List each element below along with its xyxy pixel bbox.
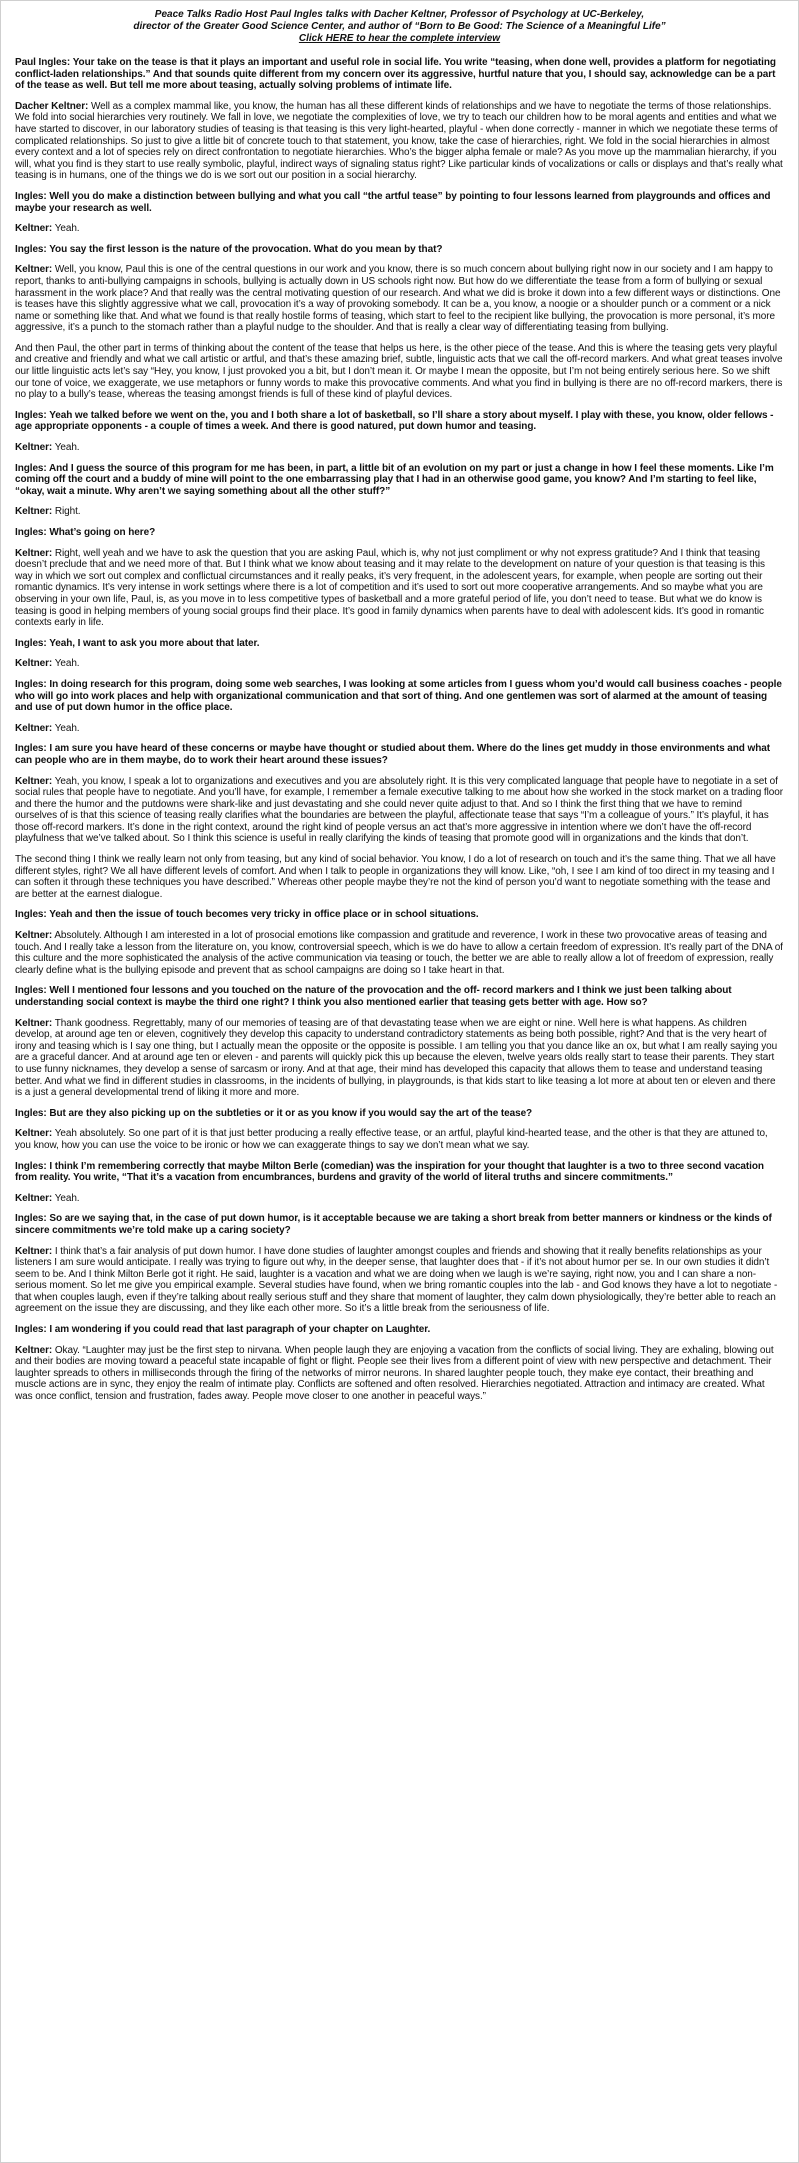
speaker-name: Keltner:: [15, 1192, 53, 1204]
speech-text: Yeah.: [54, 658, 80, 670]
header: [15, 9, 784, 45]
transcript-paragraph: [15, 1108, 784, 1120]
speech-text: Yeah.: [54, 223, 80, 235]
transcript-paragraph: [15, 343, 784, 401]
speaker-name: Keltner:: [15, 223, 53, 235]
speech-text: Yeah.: [54, 722, 80, 734]
speech-text: The second thing I think we really learn not only from teasing, but any kind of social behavior. You know, I do a lot of research on touch and it’s the same thing. That we all have different styles, right? We all have different levels of comfort. And when I talk to people in organizations they will know. Like, “oh, I see I am kind of too direct in my teasing and I can soften it through these techniques you have described.” Whereas other people maybe they’re not the kind of person you’d want to negotiate something with the tease and are better at the earnest dialogue.: [15, 854, 776, 900]
speech-text: I think I’m remembering correctly that maybe Milton Berle (comedian) was the inspiration for your thought that laughter is a two to three second vacation from reality. You write, “That it’s a vacation from encumbrances, burdens and gravity of the world of literal truths and sincere commitments.”: [15, 1160, 764, 1184]
hear-interview-link[interactable]: Click HERE to hear the complete interview: [298, 33, 501, 44]
header-line-2: director of the Greater Good Science Center, and author of “Born to Be Good: The Science of a Meaningful Life”: [133, 21, 666, 32]
transcript-paragraph: [15, 410, 784, 433]
speech-text: Okay. “Laughter may just be the first step to nirvana. When people laugh they are enjoying a vacation from the conflicts of social living. They are exhaling, blowing out and their bodies are moving toward a peaceful state incapable of fight or flight. People see their lives from a different point of view with new perspective and detachment. Their laughter spreads to others in milliseconds through the firing of the networks of mirror neurons. In shared laughter people touch, they make eye contact, their breathing and muscle actions are in sync, they enjoy the realm of intimate play. Conflicts are softened and often resolved. Hierarchies negotiated. Attraction and intimacy are created. What was once conflict, tension and frustration, fades away. People move closer to one another in peaceful ways.”: [15, 1344, 774, 1403]
speaker-name: Ingles:: [15, 462, 47, 474]
transcript-paragraph: [15, 442, 784, 454]
speaker-name: Ingles:: [15, 190, 47, 202]
transcript-paragraph: [15, 1018, 784, 1099]
transcript-paragraph: [15, 506, 784, 518]
speech-text: Yeah and then the issue of touch becomes very tricky in office place or in school situations.: [49, 909, 479, 921]
speaker-name: Keltner:: [15, 264, 53, 276]
transcript-paragraph: [15, 264, 784, 334]
transcript-paragraph: [15, 1193, 784, 1205]
transcript-paragraph: [15, 909, 784, 921]
transcript-paragraph: [15, 638, 784, 650]
speaker-name: Keltner:: [15, 930, 53, 942]
speech-text: In doing research for this program, doing some web searches, I was looking at some articles from I guess whom you’d would call business coaches - people who will go into work places and help with organizational communication and that sort of thing. And one gentlemen was sort of alarmed at the amount of teasing and use of put down humor in the office place.: [15, 678, 782, 714]
speech-text: Yeah.: [54, 442, 80, 454]
speaker-name: Keltner:: [15, 1128, 53, 1140]
speech-text: So are we saying that, in the case of put down humor, is it acceptable because we are taking a short break from better manners or kindness or the kinds of sincere commitments we’re told make up a caring society?: [15, 1213, 772, 1236]
speech-text: Thank goodness. Regrettably, many of our memories of teasing are of that devastating tease when we are eight or nine. Well here is what happens. As children develop, at around age ten or eleven, cognitively they develop this capacity to understand contradictory statements as being both possible, right? And that is the very heart of irony and teasing which is I say one thing, but I actually mean the opposite or the opposite is possible. I am telling you that you dance like an ox, but what I am really saying you are a graceful dancer. And at around age ten or eleven - and parents will quickly pick this up because the eleven, twelve years olds really start to tease their parents. They start to use funny nicknames, they develop a sense of sarcasm or irony. And at that age, their mind has developed this capacity that allows them to tease and understand teasing better. And what we find in different studies in classrooms, in the incidents of bullying, in playgrounds, is that kids start to like teasing a lot more at about ten or eleven and there is a just a general developmental trend of liking it more and more.: [15, 1017, 778, 1099]
transcript-paragraph: [15, 776, 784, 846]
speaker-name: Ingles:: [15, 743, 47, 755]
speaker-name: Keltner:: [15, 1245, 53, 1257]
transcript-paragraph: [15, 1345, 784, 1403]
speech-text: Well you do make a distinction between bullying and what you call “the artful tease” by pointing to four lessons learned from playgrounds and offices and maybe your research as well.: [15, 190, 771, 214]
speech-text: I am sure you have heard of these concerns or maybe have thought or studied about them. Where do the lines get muddy in those environments and what can people who are in them maybe, do to work their heart around these issues?: [15, 743, 770, 766]
transcript-paragraph: [15, 1246, 784, 1316]
transcript-paragraph: [15, 930, 784, 976]
transcript-paragraph: [15, 854, 784, 900]
speaker-name: Ingles:: [15, 1160, 47, 1172]
transcript-paragraph: [15, 101, 784, 182]
speaker-name: Ingles:: [15, 1107, 47, 1119]
speech-text: Right.: [54, 506, 81, 518]
speaker-name: Keltner:: [15, 722, 53, 734]
speaker-name: Keltner:: [15, 506, 53, 518]
speech-text: Well as a complex mammal like, you know, the human has all these different kinds of relationships and we have to negotiate the terms of those relationships. We fold into social hierarchies very routinely. We fall in love, we negotiate the complexities of love, we try to teach our children how to be moral agents and entities and what we have started to discover, in our laboratory studies of teasing is that teasing is this very light-hearted, playful - when done correctly - manner in which we negotiate these terms of complicated relationships. So just to give a little bit of concrete touch to that statement, you know, take the case of hierarchies, right. We fold in the social hierarchies in almost every context and a lot of species rely on direct confrontation to negotiate hierarchies. Who’s the bigger alpha female or male? As you move up the mammalian hierarchy, if you will, what you find is they start to use really symbolic, playful, indirect ways of signaling status right? Like particular kinds of vocalizations or calls or displays and that’s really what teasing is in humans, one of the things we do is we sort out our position in a social hierarchy.: [15, 100, 783, 182]
speaker-name: Keltner:: [15, 1017, 53, 1029]
transcript-paragraph: [15, 658, 784, 670]
transcript-paragraph: [15, 191, 784, 214]
speaker-name: Ingles:: [15, 637, 47, 649]
transcript-paragraph: [15, 679, 784, 714]
speech-text: I think that’s a fair analysis of put down humor. I have done studies of laughter amongst couples and friends and showing that it really benefits relationships as your listeners I am sure would anticipate. I really was trying to figure out why, in the deeper sense, that laughter does that - if it’s not about humor per se. In our own studies it didn’t seem to be. And I think Milton Berle got it right. He said, laughter is a vacation and what we are doing when we laugh is we’re saying, right now, you and I can share a non-serious moment. So let me give you empirical example. Several studies have found, when we bring romantic couples into the lab - and God knows they have a lot to negotiate - that when couples laugh, even if they’re talking about really serious stuff and they share that moment of laughter, they calm down physiologically, they’re better able to reach an agreement on the issue they are discussing, and they like each other more. So it’s a little break from the seriousness of life.: [15, 1245, 778, 1315]
speaker-name: Keltner:: [15, 1344, 53, 1356]
speech-text: Right, well yeah and we have to ask the question that you are asking Paul, which is, why not just compliment or why not express gratitude? And I think that teasing doesn’t preclude that and we need more of that. But I think what we know about teasing and it may relate to the development on nature of your question is that teasing is this way in which we sort out complex and conflictual circumstances and it really peaks, it’s very frequent, in the adolescent years, for example, when people are sorting out their romantic dynamics. It’s very intense in work settings where there is a lot of competition and it’s used to sort out more cooperative arrangements. And so maybe what you are observing in your own life, Paul, is, as you move in to less competitive types of basketball and a more grateful period of life, you don’t need to tease. But what we do know is teasing is good in helping members of young social groups find their place. It’s good in family dynamics when parents have to deal with adolescent kids. It’s good in romantic contexts early in life.: [15, 547, 765, 629]
speaker-name: Dacher Keltner:: [15, 100, 89, 112]
speaker-name: Keltner:: [15, 442, 53, 454]
transcript-paragraph: [15, 743, 784, 766]
speech-text: Yeah, I want to ask you more about that later.: [49, 637, 260, 649]
speech-text: But are they also picking up on the subtleties or it or as you know if you would say the art of the tease?: [49, 1107, 533, 1119]
transcript-paragraph: [15, 527, 784, 539]
transcript-paragraph: [15, 57, 784, 92]
speaker-name: Keltner:: [15, 547, 53, 559]
transcript-paragraph: [15, 1213, 784, 1236]
transcript-paragraph: [15, 723, 784, 735]
speech-text: Your take on the tease is that it plays an important and useful role in social life. You write “teasing, when done well, provides a platform for negotiating conflict-laden relationships.” And that sounds quite different from my concern over its aggressive, hurtful nature that you, I should say, acknowledge can be a part of the tease as well. But tell me more about teasing, actually solving problems of intimate life.: [15, 57, 776, 92]
speaker-name: Ingles:: [15, 243, 47, 255]
speech-text: You say the first lesson is the nature of the provocation. What do you mean by that?: [49, 243, 443, 255]
speaker-name: Ingles:: [15, 527, 47, 538]
speaker-name: Keltner:: [15, 775, 53, 787]
speaker-name: Ingles:: [15, 1324, 47, 1336]
speaker-name: Ingles:: [15, 678, 47, 690]
transcript: [15, 57, 784, 1403]
transcript-paragraph: [15, 985, 784, 1008]
speech-text: And I guess the source of this program for me has been, in part, a little bit of an evolution on my part or just a change in how I feel these moments. Like I’m coming off the court and a buddy of mine will point to the one embarrassing play that I had in an otherwise good game, you know? And I’m starting to feel like, “okay, wait a minute. Why aren’t we saying something about all the other stuff?”: [15, 462, 774, 497]
transcript-paragraph: [15, 1128, 784, 1151]
speaker-name: Keltner:: [15, 658, 53, 670]
speaker-name: Ingles:: [15, 985, 47, 997]
transcript-paragraph: [15, 223, 784, 235]
speech-text: Yeah we talked before we went on the, you and I both share a lot of basketball, so I’ll share a story about myself. I play with these, you know, older fellows - age appropriate opponents - a couple of times a week. And there is good natured, put down humor and teasing.: [15, 409, 774, 433]
speaker-name: Ingles:: [15, 909, 47, 921]
speech-text: Yeah.: [54, 1192, 80, 1204]
speaker-name: Paul Ingles:: [15, 57, 71, 68]
speech-text: Yeah, you know, I speak a lot to organizations and executives and you are absolutely right. It is this very complicated language that people have to negotiate in a set of social rules that people have to negotiate. And you’ll have, for example, I remember a female executive talking to me about how she worked in the stock market on a trading floor and there the humor and the putdowns were shark-like and just devastating and she could never quite adjust to that. And so I think the first thing that we have to remind ourselves of is that this science of teasing really clarifies what the boundaries are between the playful, affectionate tease that says “I’m a colleague of yours.” It’s playful, it has those off-record markers. It’s done in the right context, around the right kind of people versus an act that’s more aggressive in intention where we don’t have the off-record playfulness that we’ve talked about. So I think this science is useful in really clarifying the kinds of teasing that promote good will in organizations and the kinds that don’t.: [15, 775, 783, 845]
speech-text: What’s going on here?: [49, 527, 156, 538]
transcript-paragraph: [15, 244, 784, 256]
transcript-paragraph: [15, 1324, 784, 1336]
speaker-name: Ingles:: [15, 409, 47, 421]
transcript-paragraph: [15, 463, 784, 498]
speaker-name: Ingles:: [15, 1213, 47, 1225]
speech-text: Well I mentioned four lessons and you touched on the nature of the provocation and the off- record markers and I think we just been talking about understanding social context is maybe the third one right? I think you also mentioned earlier that teasing gets better with age. How so?: [15, 985, 732, 1008]
speech-text: Well, you know, Paul this is one of the central questions in our work and you know, there is so much concern about bullying right now in our society and I am happy to report, thanks to anti-bullying campaigns in schools, bullying is actually down in US schools right now. But how do we differentiate the tease from a form of bullying or sexual harassment in the work place? And that really was the central motivating question of our research. And what we did is broke it down into a few different ways or distinctions. One is teases have this slightly aggressive what we call, provocation it’s a way of provoking somebody. It can be a, you know, a noogie or a shoulder punch or a comment or a nick name or something like that. And what we found is that really hostile forms of teasing, which start to feel to the recipient like bullying, the provocation is more personal, it’s more aggressive, it’s a punch to the stomach rather than a playful nudge to the shoulder. And that is really a clear way of differentiating teasing from bullying.: [15, 264, 781, 334]
transcript-paragraph: [15, 548, 784, 629]
speech-text: I am wondering if you could read that last paragraph of your chapter on Laughter.: [49, 1324, 431, 1336]
transcript-paragraph: [15, 1161, 784, 1184]
speech-text: Yeah absolutely. So one part of it is that just better producing a really effective tease, or an artful, playful kind-hearted tease, and the other is that they are attuned to, you know, how you can use the voice to be ironic or how we can exaggerate things to say we don’t mean what we say.: [15, 1128, 768, 1151]
header-line-1: Peace Talks Radio Host Paul Ingles talks with Dacher Keltner, Professor of Psychology at UC-Berkeley,: [154, 9, 645, 20]
speech-text: Absolutely. Although I am interested in a lot of prosocial emotions like compassion and gratitude and reverence, I work in these two provocative areas of teasing and touch. And I really take a lesson from the literature on, you know, controversial speech, which is we do have to allow a certain freedom of expression. It’s really part of the DNA of this culture and the more sophisticated the analysis of the active communication via teasing or touch, the better we are able to really allow a lot of freedom of expression, really clearly define what is the bullying episode and prevent that as school campaigns are doing so I take heart in that.: [15, 930, 783, 976]
speech-text: And then Paul, the other part in terms of thinking about the content of the tease that helps us here, is the other piece of the tease. And this is where the teasing gets very playful and creative and friendly and what we call artistic or artful, and that’s these amazing brief, subtle, linguistic acts that we call the off-record markers. And what great teases involve our little linguistic acts let’s say “Hey, you know, I just provoked you a bit, but I don’t mean it. Or maybe I mean the opposite, but I’m not being entirely serious here. So we shift our tone of voice, we exaggerate, we use metaphors or funny words to make this provocative comments. And what you find in bullying is there are no off-record markers, there is no play to a bully’s tease, whereas the teasing amongst friends is full of these kind of playful devices.: [15, 342, 783, 401]
